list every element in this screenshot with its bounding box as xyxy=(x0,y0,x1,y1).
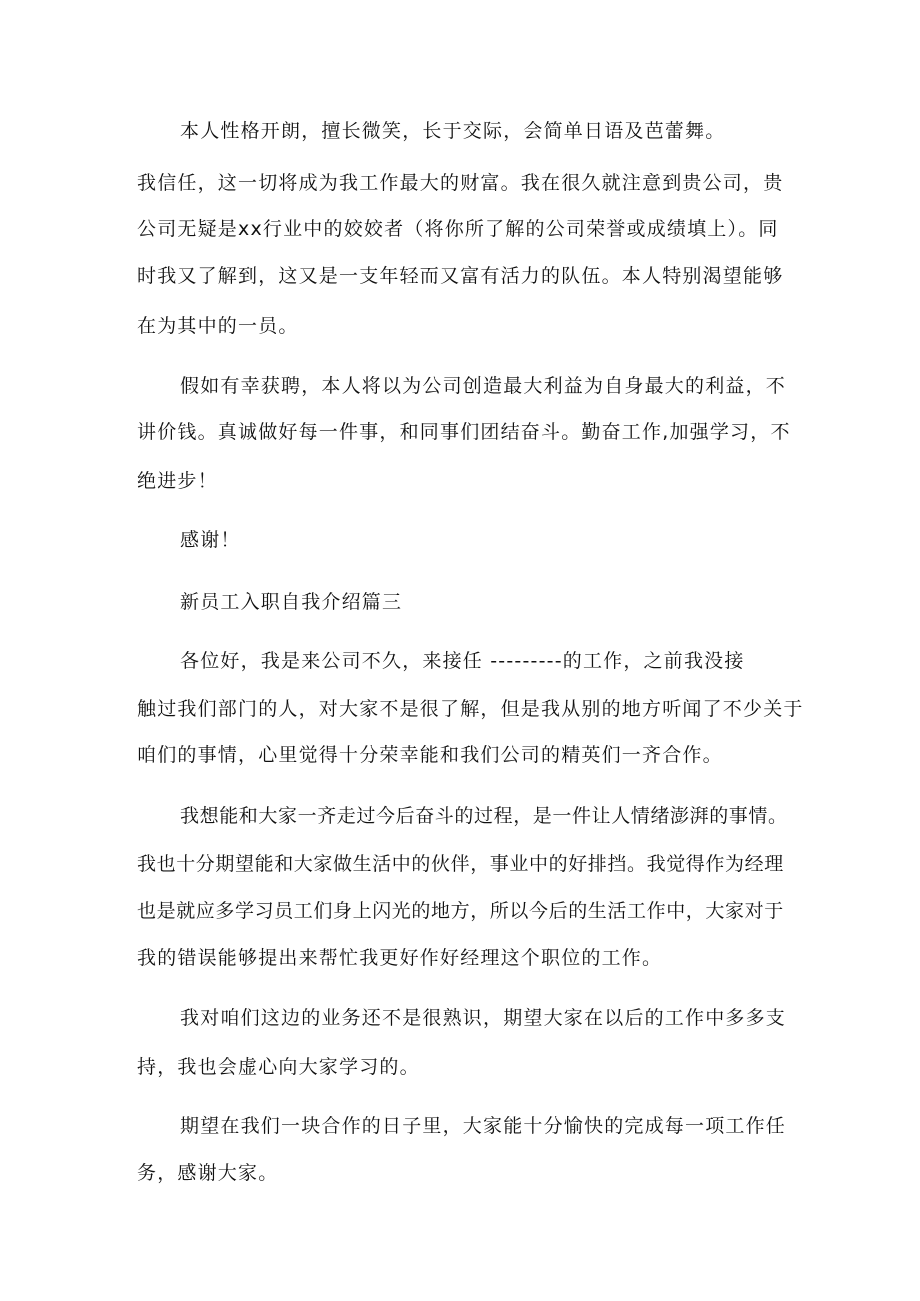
paragraph-line: 我也十分期望能和大家做生活中的伙伴，事业中的好排挡。我觉得作为经理 xyxy=(137,853,784,875)
paragraph-line: 讲价钱。真诚做好每一件事，和同事们团结奋斗。勤奋工作,加强学习，不 xyxy=(137,421,791,443)
paragraph-line: 绝进步！ xyxy=(137,470,218,492)
section-heading: 新员工入职自我介绍篇三 xyxy=(180,591,403,613)
paragraph-line: 我想能和大家一齐走过今后奋斗的过程，是一件让人情绪澎湃的事情。 xyxy=(180,805,788,827)
paragraph-line: 公司无疑是xx行业中的姣姣者（将你所了解的公司荣誉或成绩填上）。同 xyxy=(137,218,779,240)
paragraph-line: 感谢！ xyxy=(180,529,241,551)
paragraph-line: 本人性格开朗，擅长微笑，长于交际，会简单日语及芭蕾舞。 xyxy=(180,120,726,142)
paragraph-line: 假如有幸获聘，本人将以为公司创造最大利益为自身最大的利益，不 xyxy=(180,375,787,397)
paragraph-line: 我的错误能够提出来帮忙我更好作好经理这个职位的工作。 xyxy=(137,947,663,969)
paragraph-line: 我信任，这一切将成为我工作最大的财富。我在很久就注意到贵公司，贵 xyxy=(137,172,784,194)
paragraph-line: 务，感谢大家。 xyxy=(137,1162,279,1184)
paragraph-line: 咱们的事情，心里觉得十分荣幸能和我们公司的精英们一齐合作。 xyxy=(137,744,723,766)
paragraph-line: 期望在我们一块合作的日子里，大家能十分愉快的完成每一项工作任 xyxy=(180,1115,787,1137)
paragraph-line: 在为其中的一员。 xyxy=(137,315,299,337)
paragraph-line: 也是就应多学习员工们身上闪光的地方，所以今后的生活工作中，大家对于 xyxy=(137,900,784,922)
paragraph-line: 我对咱们这边的业务还不是很熟识，期望大家在以后的工作中多多支 xyxy=(180,1007,787,1029)
paragraph-line: 触过我们部门的人，对大家不是很了解，但是我从别的地方听闻了不少关于 xyxy=(137,698,804,720)
paragraph-line: 时我又了解到，这又是一支年轻而又富有活力的队伍。本人特别渴望能够 xyxy=(137,265,784,287)
paragraph-line: 各位好，我是来公司不久，来接任 ---------的工作，之前我没接 xyxy=(180,650,745,672)
paragraph-line: 持，我也会虚心向大家学习的。 xyxy=(137,1056,420,1078)
